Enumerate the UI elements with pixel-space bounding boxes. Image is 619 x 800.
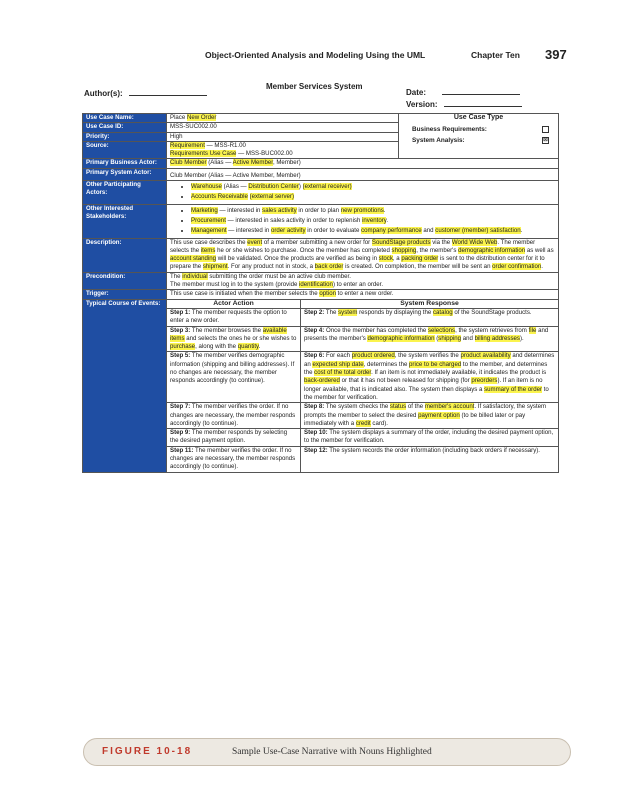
- row-description: [83, 238, 559, 272]
- list-item: • Warehouse (Alias — Distribution Center) (external receiver): [191, 183, 555, 191]
- trigger-value: This use case is initiated when the member selects the option to enter a new order.: [167, 290, 559, 299]
- priority-label: Priority:: [83, 132, 167, 141]
- row-use-case-name: [83, 114, 559, 123]
- figure-caption-bar: [83, 738, 571, 766]
- row-primary-system-actor: [83, 168, 559, 180]
- figure-caption: Sample Use-Case Narrative with Nouns Highlighted: [232, 747, 432, 757]
- list-item: • Marketing — interested in sales activity in order to plan new promotions.: [191, 207, 555, 215]
- primary-business-actor-value: Club Member (Alias — Active Member, Member): [167, 159, 559, 168]
- system-response-header: System Response: [301, 299, 559, 308]
- step-7: Step 7: The member verifies the order. If no changes are necessary, the member responds accordingly (to continue).: [167, 403, 301, 429]
- list-item: • Management — interested in order activity in order to evaluate company performance and customer (member) satisfaction.: [191, 227, 555, 235]
- primary-system-actor-value: Club Member (Alias — Active Member, Member): [167, 168, 559, 180]
- use-case-type-title: Use Case Type: [453, 114, 504, 121]
- figure-label: FIGURE 10-18: [102, 746, 193, 757]
- version-field: [406, 98, 522, 109]
- other-participating-actors-label: Other Participating Actors:: [83, 181, 167, 205]
- system-analysis-row: System Analysis: ☒: [412, 136, 548, 144]
- row-other-participating-actors: [83, 181, 559, 205]
- step-6: Step 6: For each product ordered, the system verifies the product availability and determines an expected ship date, determines the price to be charged to the member, and determines the cost of the total order. If an item is not immediately available, it indicates the product is back-ordered or that it has not been released for shipping (for preorders). If an item is no longer available, that is indicated also. The system then displays a summary of the order to the member for verification.: [301, 352, 559, 403]
- authors-label: Author(s):: [84, 89, 123, 98]
- other-participating-actors-value: [167, 181, 559, 205]
- priority-value: High: [167, 132, 399, 141]
- step-11: Step 11: The member verifies the order. If no changes are necessary, the member responds accordingly (to continue).: [167, 446, 301, 472]
- row-trigger: [83, 290, 559, 299]
- authors-line: [129, 87, 207, 96]
- course-of-events-label: Typical Course of Events:: [83, 299, 167, 472]
- actor-action-header: Actor Action: [167, 299, 301, 308]
- step-3: Step 3: The member browses the available items and selects the ones he or she wishes to purchase, along with the quantity.: [167, 326, 301, 352]
- version-line: [444, 98, 522, 107]
- description-value: This use case describes the event of a member submitting a new order for SoundStage products via the World Wide Web. The member selects the items he or she wishes to purchase. Once the member has completed shopping, the member's demographic information as well as account standing will be validated. Once the products are verified as being in stock, a packing order is sent to the distribution center for it to prepare the shipment. For any product not in stock, a back order is created. On completion, the member will be sent an order confirmation.: [167, 238, 559, 272]
- use-case-id-value: MSS-SUC002.00: [167, 123, 399, 132]
- other-stakeholders-value: [167, 204, 559, 238]
- date-field: [406, 86, 520, 97]
- use-case-table: [82, 113, 559, 473]
- step-10: Step 10: The system displays a summary of the order, including the desired payment option, to the member for verification.: [301, 429, 559, 447]
- use-case-name-value: Place New Order: [167, 114, 399, 123]
- book-title: Object-Oriented Analysis and Modeling Using the UML: [205, 50, 426, 60]
- page-header: [205, 48, 590, 62]
- version-label: Version:: [406, 100, 438, 109]
- precondition-value: The individual submitting the order must be an active club member. The member must log in to the system (provide identification) to enter an order.: [167, 272, 559, 290]
- page-number: 397: [545, 47, 567, 62]
- row-precondition: [83, 272, 559, 290]
- row-other-stakeholders: [83, 204, 559, 238]
- primary-system-actor-label: Primary System Actor:: [83, 168, 167, 180]
- date-label: Date:: [406, 88, 427, 97]
- use-case-type-box: [399, 114, 559, 159]
- trigger-label: Trigger:: [83, 290, 167, 299]
- source-value: Requirement — MSS-R1.00 Requirements Use Case — MSS-BUC002.00: [167, 141, 399, 159]
- primary-business-actor-label: Primary Business Actor:: [83, 159, 167, 168]
- step-1: Step 1: The member requests the option to enter a new order.: [167, 308, 301, 326]
- step-5: Step 5: The member verifies demographic information (shipping and billing addresses). If no changes are necessary, the member responds accordingly (to continue).: [167, 352, 301, 403]
- step-9: Step 9: The member responds by selecting the desired payment option.: [167, 429, 301, 447]
- chapter-label: Chapter Ten: [471, 50, 520, 60]
- step-12: Step 12: The system records the order information (including back orders if necessary).: [301, 446, 559, 472]
- authors-field: [84, 87, 207, 98]
- other-stakeholders-label: Other Interested Stakeholders:: [83, 204, 167, 238]
- source-label: Source:: [83, 141, 167, 159]
- use-case-id-label: Use Case ID:: [83, 123, 167, 132]
- business-requirements-checkbox[interactable]: [542, 126, 549, 133]
- list-item: • Accounts Receivable (external server): [191, 193, 555, 201]
- step-2: Step 2: The system responds by displaying the catalog of the SoundStage products.: [301, 308, 559, 326]
- system-analysis-checkbox[interactable]: ☒: [543, 136, 548, 143]
- description-label: Description:: [83, 238, 167, 272]
- system-name: Member Services System: [266, 82, 363, 91]
- step-8: Step 8: The system checks the status of the member's account. If satisfactory, the system prompts the member to select the desired payment option (to be billed later or pay immediately with a credit card).: [301, 403, 559, 429]
- row-primary-business-actor: [83, 159, 559, 168]
- step-4: Step 4: Once the member has completed the selections, the system retrieves from file and presents the member's demographic information (shipping and billing addresses).: [301, 326, 559, 352]
- row-course-header: [83, 299, 559, 308]
- list-item: • Procurement — interested in sales activity in order to replenish inventory.: [191, 217, 555, 225]
- precondition-label: Precondition:: [83, 272, 167, 290]
- date-line: [442, 86, 520, 95]
- business-requirements-row: Business Requirements:: [412, 126, 549, 134]
- use-case-name-label: Use Case Name:: [83, 114, 167, 123]
